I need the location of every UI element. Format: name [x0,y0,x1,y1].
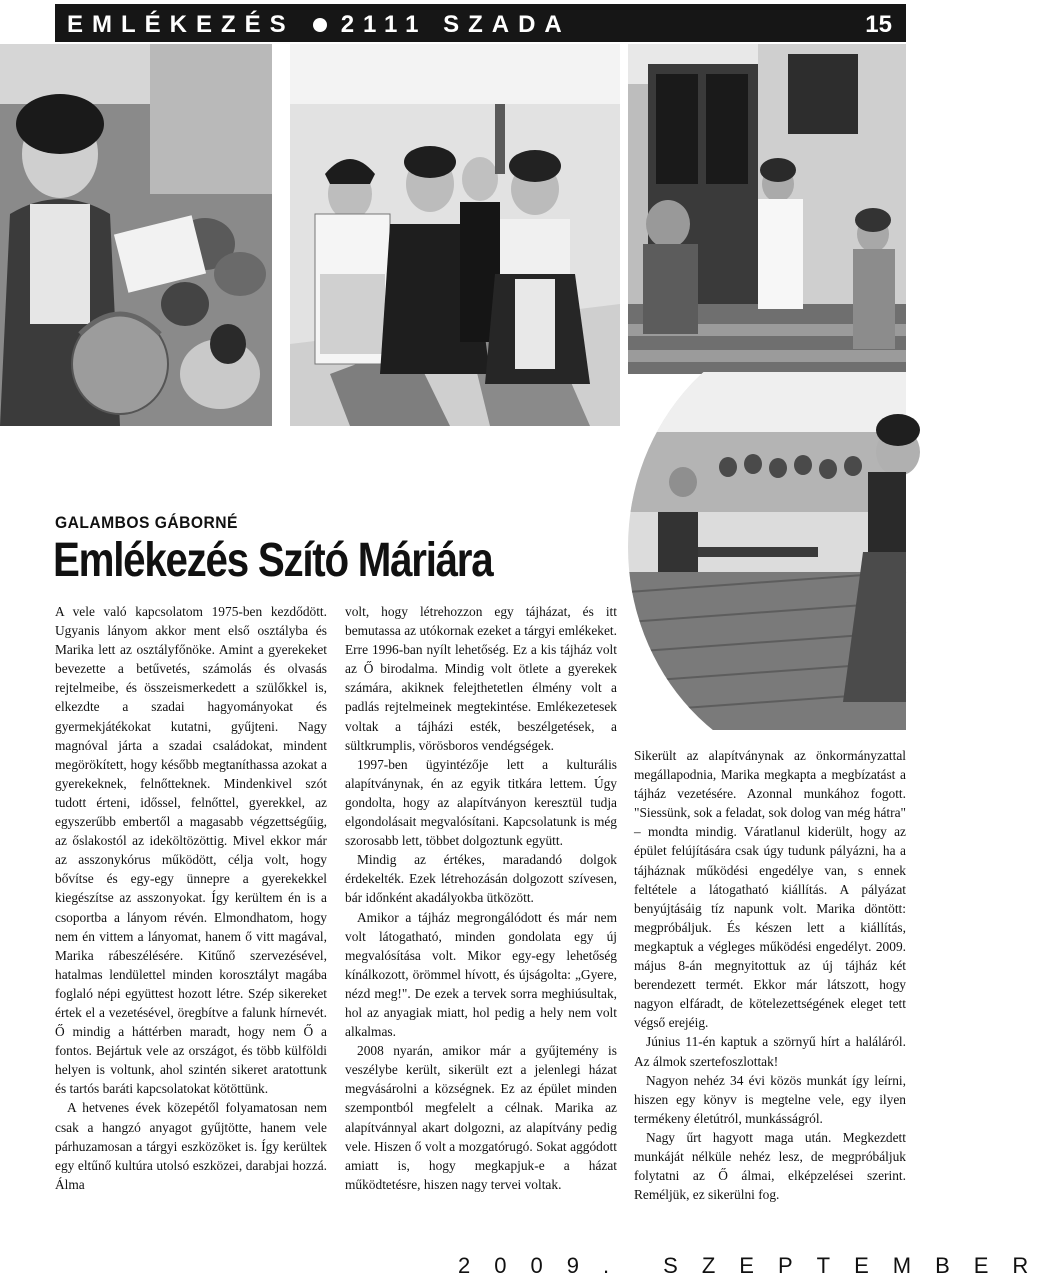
paragraph: Mindig az értékes, maradandó dolgok érdekelték. Ezek létrehozásán dolgozott szívesen, bár időnként akadályokba ütközött. [345,852,617,906]
photo-speaker-microphone [628,372,906,730]
paragraph: A vele való kapcsolatom 1975-ben kezdődött. Ugyanis lányom akkor ment első osztályba és Marika lett az osztályfőnöke. Amint a gyerekeket bevezette a betűvetés, számolás és olvasás rejtelmeibe, és összeismerkedett a szülőkkel is, elkezdte a szadai hagyományokat és gyermekjátékokat kutatni, gyűjteni. Nagy magnóval járta a szadai családokat, mindent megörökített, hogy később megtaníthassa azokat a gyerekeknek, felnőtteknek. Mindenkivel szót tudott érteni, időssel, felnőttel, gyerekkel, az egyszerűbb embertől a magasabb végzettségűig, az őslakostól az ideköltözöttig. Mivel ekkor már az asszonykórus működött, célja volt, hogy bővítse és egy-egy ünnepre a gyerekekkel kiegészítse az asszonyokat. Így kerültem én is a csoportba a lányom révén. Elmondhatom, hogy nem én vittem a lányomat, hanem ő vitt magával, Marika rábeszélésére. Kitűnő szervezésével, hatalmas lendülettel minden korosztályt magába foglaló népi együttest hozott létre. Szép sikereket értek el a vezetésével, öregbítve a falunk hírnevét. Ő mindig a háttérben maradt, hogy nem Ő a fontos. Bejártuk vele az országot, és több külföldi helyen is voltunk, ahol szintén sikeret aratottunk és tartós baráti kapcsolatokat kötöttünk. [55,604,327,1097]
header-bullet-icon [313,18,327,32]
photo-woman-with-basket [0,44,272,426]
photo-doorway-greeting [628,44,906,374]
paragraph: Amikor a tájház megrongálódott és már nem volt látogatható, minden gondolata egy új megvalósítása volt. Mikor egy-egy lehetőség kínálkozott, örömmel hívott, és újságolta: „Gyere, nézd meg!". De ezek a tervek sorra meghiúsultak, hol az anyagiak miatt, hol pedig a hely nem volt alkalmas. [345,909,617,1040]
paragraph: Sikerült az alapítványnak az önkormányzattal megállapodnia, Marika megkapta a megbízatást a tájház vezetésére. Azonnal munkához fogott. "Siessünk, sok a feladat, sok dolog van még hátra" – mondta mindig. Váratlanul kiderült, hogy az épület felújítására csak úgy tudunk pályázni, ha a tájháznak működési engedélye van, s ennek feltétele a látogatható kiállítás. A pályázat benyújtásáig tíz napunk volt. Marika döntött: megpróbáljuk. És készen lett a kiállítás, megkaptuk a végleges működési engedélyt. 2009. május 8-án megnyitottuk az új tájház két berendezett termét. Ekkor már látszott, hogy nagyon elfáradt, de kötelezettségének eleget tett végső erejéig. [634,748,906,1031]
article-column-2 [345,602,617,1194]
paragraph: Június 11-én kaptuk a szörnyű hírt a haláláról. Az álmok szertefoszlottak! [634,1034,906,1069]
article-column-3 [634,746,906,1204]
article-title: Emlékezés Szító Máriára [53,534,493,587]
article-author: GALAMBOS GÁBORNÉ [55,513,238,532]
article-column-1 [55,602,327,1194]
photo-seated-women-costumes [290,44,620,426]
footer-issue-date: 2009. SZEPTEMBER [458,1253,1052,1278]
paragraph: 2008 nyarán, amikor már a gyűjtemény is veszélybe került, sikerült ezt a jelenlegi házat megvásárolni a községnek. Ez az épület minden szempontból megfelelt a célnak. Marika az alapítvánnyal akart dolgozni, az alapítvány pedig vele. Hiszen ő volt a mozgatórugó. Sokat aggódott amiatt is, hogy megkapjuk-e a házat működtetésre, hiszen nagy tervei voltak. [345,1043,617,1192]
paragraph: Nagy űrt hagyott maga után. Megkezdett munkáját nélküle nehéz lesz, de megpróbáljuk folytatni az Ő álmai, elképzelései szerint. Reméljük, ez sikerülni fog. [634,1129,906,1203]
paragraph: Nagyon nehéz 34 évi közös munkát így leírni, hiszen egy könyv is megtelne vele, egy ilyen termékeny életútról, munkásságról. [634,1072,906,1126]
page-header [55,4,906,42]
header-section [67,11,571,39]
header-section-label: EMLÉKEZÉS [67,11,295,38]
header-location: 2111 SZADA [340,11,571,38]
paragraph: A hetvenes évek közepétől folyamatosan nem csak a hangzó anyagot gyűjtötte, hanem vele párhuzamosan a tárgyi eszközöket is. Így kerültek egy eltűnő kultúra utolsó eszközei, darabjai hozzá. Álma [55,1100,327,1192]
paragraph: 1997-ben ügyintézője lett a kulturális alapítványnak, én az egyik titkára lettem. Úgy gondolta, hogy az alapítványon keresztül tudja elgondolásait megvalósítani. Kapcsolatunk is még szorosabb lett, többet dolgoztunk együtt. [345,756,617,849]
page-number: 15 [865,11,892,38]
paragraph: volt, hogy létrehozzon egy tájházat, és itt bemutassa az utókornak ezeket a tárgyi emlékeket. Erre 1996-ban nyílt lehetőség. Ez a kis tájház volt az Ő birodalma. Mindig volt ötlete a gyerekek számára, akiknek felejthetetlen élmény volt a padlás rejtelmeinek megtekintése. Emlékezetesek voltak a tájházi esték, beszélgetések, a sültkrumplis, vörösboros vendégségek. [345,604,617,753]
